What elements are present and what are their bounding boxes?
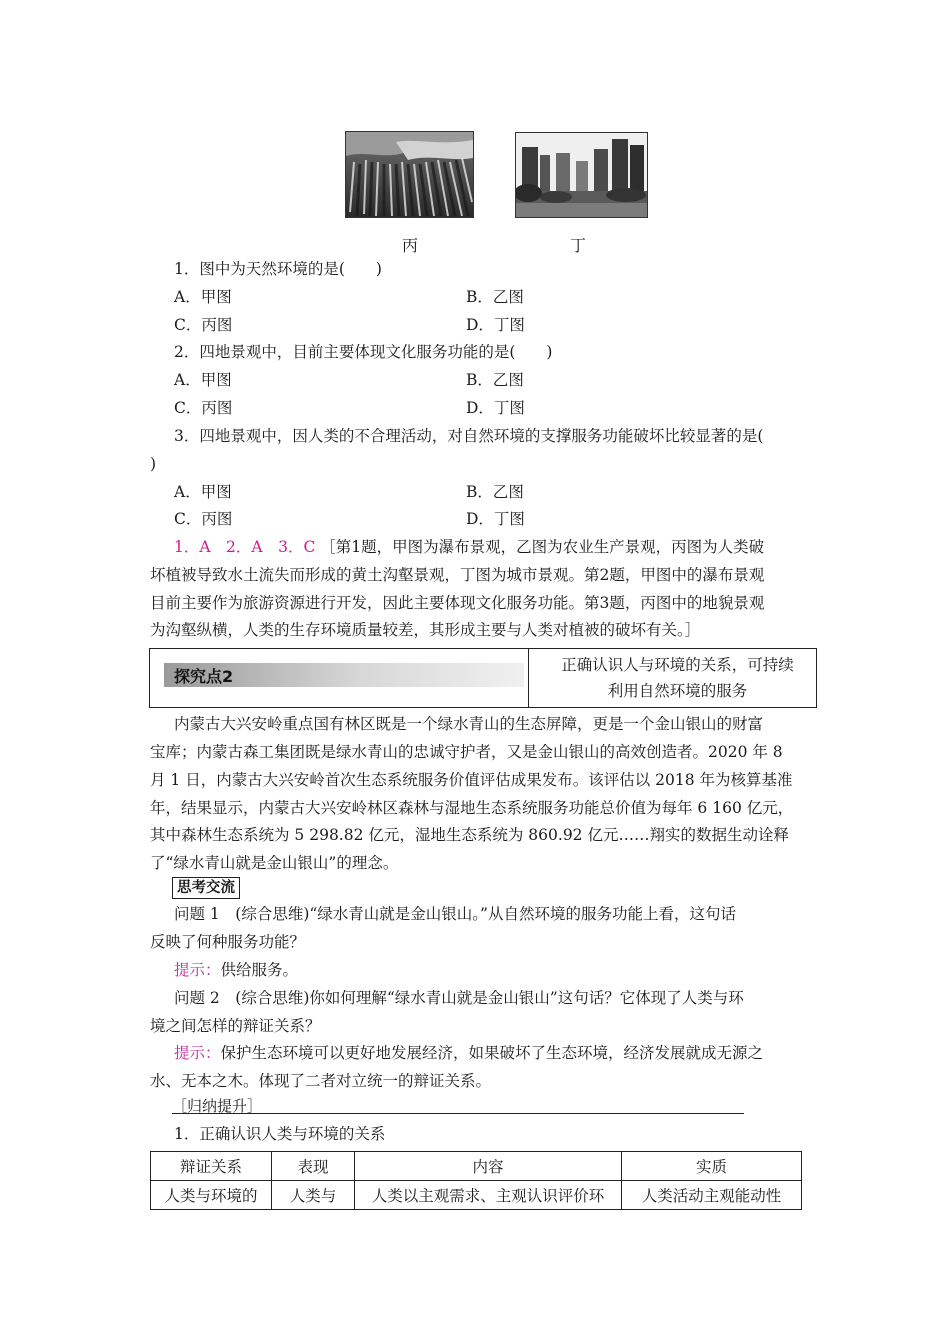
answer-line2: 坏植被导致水土流失而形成的黄土沟壑景观，丁图为城市景观。第2题，甲图中的瀑布景观 [150,566,765,584]
q1-option-c: C．丙图 [174,316,233,334]
inquiry-badge [164,663,524,687]
q2-option-d: D．丁图 [466,399,525,417]
q1-thinking-line1: 问题 1 (综合思维)“绿水青山就是金山银山。”从自然环境的服务功能上看，这句话 [174,905,736,923]
q1-option-d: D．丁图 [466,316,525,334]
loess-gully-image [346,132,473,217]
q3-option-b: B．乙图 [466,483,524,501]
q2-stem: 2．四地景观中，目前主要体现文化服务功能的是( ) [174,343,553,361]
hint-2-line1 [174,1043,763,1063]
table-cell: 人类以主观需求、主观认识评价环 [355,1181,622,1210]
relationship-table [150,1151,802,1210]
table-header-cell: 表现 [272,1152,355,1181]
passage-line1: 内蒙古大兴安岭重点国有林区既是一个绿水青山的生态屏障，更是一个金山银山的财富 [174,715,764,733]
table-header-cell: 辩证关系 [151,1152,272,1181]
table-cell: 人类活动主观能动性 [622,1181,802,1210]
hint-1 [174,960,298,980]
q1-option-b: B．乙图 [466,288,524,306]
q2-option-c: C．丙图 [174,399,233,417]
hint-label: 提示： [174,1044,221,1062]
loess-gully-photo [345,131,474,218]
q2-option-a: A．甲图 [174,371,232,389]
city-skyline-image [516,133,647,217]
passage-line5: 其中森林生态系统为 5 298.82 亿元，湿地生态系统为 860.92 亿元……翔实的数据生动诠释 [150,826,789,844]
inquiry-title-line2: 利用自然环境的服务 [607,682,748,700]
q2-option-b: B．乙图 [466,371,524,389]
table-cell: 人类与 [272,1181,355,1210]
hint-label: 提示： [174,961,221,979]
q2-thinking-line2: 境之间怎样的辩证关系？ [150,1017,321,1035]
q1-thinking-line2: 反映了何种服务功能？ [150,933,306,951]
table-cell: 人类与环境的 [151,1181,272,1210]
table-header-cell: 实质 [622,1152,802,1181]
hint-1-text: 供给服务。 [220,961,299,979]
inquiry-point-header [149,648,817,708]
caption-bing: 丙 [402,236,419,255]
answer-explanation-start: ［第1题，甲图为瀑布景观，乙图为农业生产景观，丙图为人类破 [320,538,765,556]
passage-line6: 了“绿水青山就是金山银山”的理念。 [150,854,399,872]
q1-option-a: A．甲图 [174,288,232,306]
inquiry-badge-text: 探究点2 [174,667,234,686]
summary-point1: 1．正确认识人类与环境的关系 [174,1125,386,1143]
answer-key: 1．A 2．A 3．C [174,538,316,556]
q3-option-d: D．丁图 [466,510,525,528]
answer-line1 [174,537,764,557]
summary-rule [172,1113,744,1114]
inquiry-badge-cell [150,649,529,707]
table-header-cell: 内容 [355,1152,622,1181]
passage-line3: 月 1 日，内蒙古大兴安岭首次生态系统服务价值评估成果发布。该评估以 2018 年为核算基准 [150,771,793,789]
q1-stem: 1．图中为天然环境的是( ) [174,260,382,278]
answer-line4: 为沟壑纵横，人类的生存环境质量较差，其形成主要与人类对植被的破坏有关。］ [150,621,701,639]
passage-line4: 年，结果显示，内蒙古大兴安岭林区森林与湿地生态系统服务功能总价值为每年 6 160 亿元， [150,799,794,817]
caption-ding: 丁 [570,236,587,255]
q3-option-a: A．甲图 [174,483,232,501]
city-skyline-photo [515,132,648,218]
table-row [151,1181,802,1210]
table-header-row [151,1152,802,1181]
passage-line2: 宝库；内蒙古森工集团既是绿水青山的忠诚守护者，又是金山银山的高效创造者。2020 年 8 [150,743,783,761]
q3-stem-line1: 3．四地景观中，因人类的不合理活动，对自然环境的支撑服务功能破坏比较显著的是( [174,427,764,445]
q2-thinking-line1: 问题 2 (综合思维)你如何理解“绿水青山就是金山银山”这句话？它体现了人类与环 [174,989,744,1007]
hint-2-text: 保护生态环境可以更好地发展经济，如果破坏了生态环境，经济发展就成无源之 [220,1044,764,1062]
hint-2-line2: 水、无本之木。体现了二者对立统一的辩证关系。 [150,1072,492,1090]
q3-option-c: C．丙图 [174,510,233,528]
inquiry-title-line1: 正确认识人与环境的关系，可持续 [561,656,794,674]
q3-stem-line2: ) [150,455,157,473]
thinking-label: 思考交流 [172,877,240,899]
summary-label: ［归纳提升］ [172,1097,263,1115]
answer-line3: 目前主要作为旅游资源进行开发，因此主要体现文化服务功能。第3题，丙图中的地貌景观 [150,594,765,612]
